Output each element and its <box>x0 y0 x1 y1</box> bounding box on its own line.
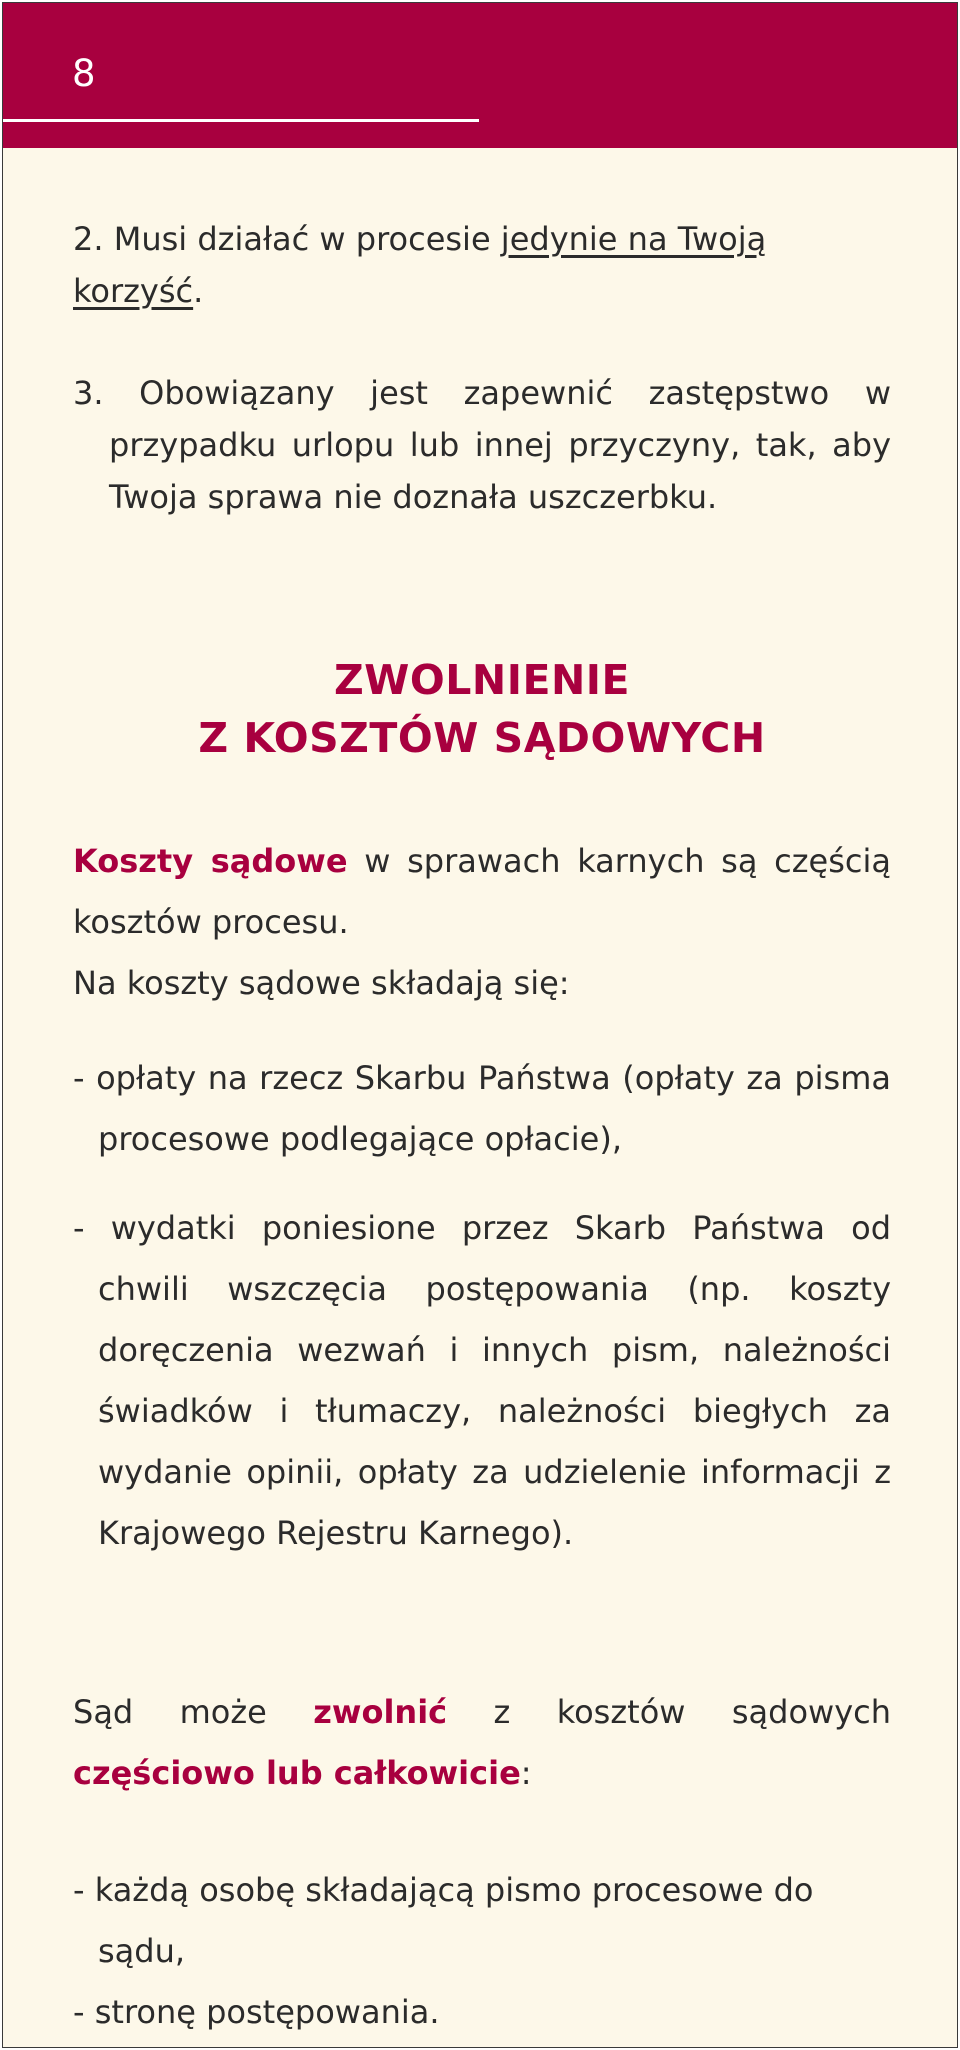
exemption-text-1: Sąd może <box>73 1693 314 1731</box>
exemption-bold-1: zwolnić <box>313 1693 448 1731</box>
list-item-3: 3. Obowiązany jest zapewnić zastępstwo w przypadku urlopu lub innej przyczyny, tak, aby Twoja sprawa nie doznała uszczerbku. <box>73 374 891 516</box>
intro-bold-term: Koszty sądowe <box>73 842 348 880</box>
page-number: 8 <box>72 52 96 95</box>
exemption-text-3: : <box>520 1754 532 1792</box>
list-item-2 <box>73 213 891 317</box>
exemption-paragraph <box>73 1682 891 1804</box>
exemption-text-2: z kosztów sądowych <box>447 1693 892 1731</box>
page <box>2 2 958 2048</box>
cost-item-2: - wydatki poniesione przez Skarb Państwa od chwili wszczęcia postępowania (np. koszty doręczenia wezwań i innych pism, należności świadków i tłumaczy, należności biegłych za wydanie opinii, opłaty za udzielenie informacji z Krajowego Rejestru Karnego). <box>73 1209 891 1552</box>
header-rule <box>3 119 479 122</box>
list-item-2-underlined: jedynie na Twoją korzyść <box>73 220 767 310</box>
intro-rest: w sprawach karnych są częścią kosztów procesu. <box>73 842 891 941</box>
page-content <box>73 213 891 2043</box>
section-heading-line-1: ZWOLNIENIE <box>333 656 631 704</box>
intro-line-2: Na koszty sądowe składają się: <box>73 964 570 1002</box>
exemption-item-2: - stronę postępowania. <box>73 1993 440 2031</box>
section-heading <box>73 651 891 767</box>
page-header <box>3 3 957 148</box>
exemption-item-1: - każdą osobę składającą pismo procesowe do sądu, <box>73 1871 814 1970</box>
list-item-2-prefix: 2. Musi działać w procesie <box>73 220 501 258</box>
cost-item-1: - opłaty na rzecz Skarbu Państwa (opłaty za pisma procesowe podlegające opłacie), <box>73 1059 891 1158</box>
exemption-bold-2: częściowo lub całkowicie <box>73 1754 521 1792</box>
intro-paragraph <box>73 831 891 953</box>
section-heading-line-2: Z KOSZTÓW SĄDOWYCH <box>198 714 766 762</box>
list-item-2-suffix: . <box>193 272 204 310</box>
